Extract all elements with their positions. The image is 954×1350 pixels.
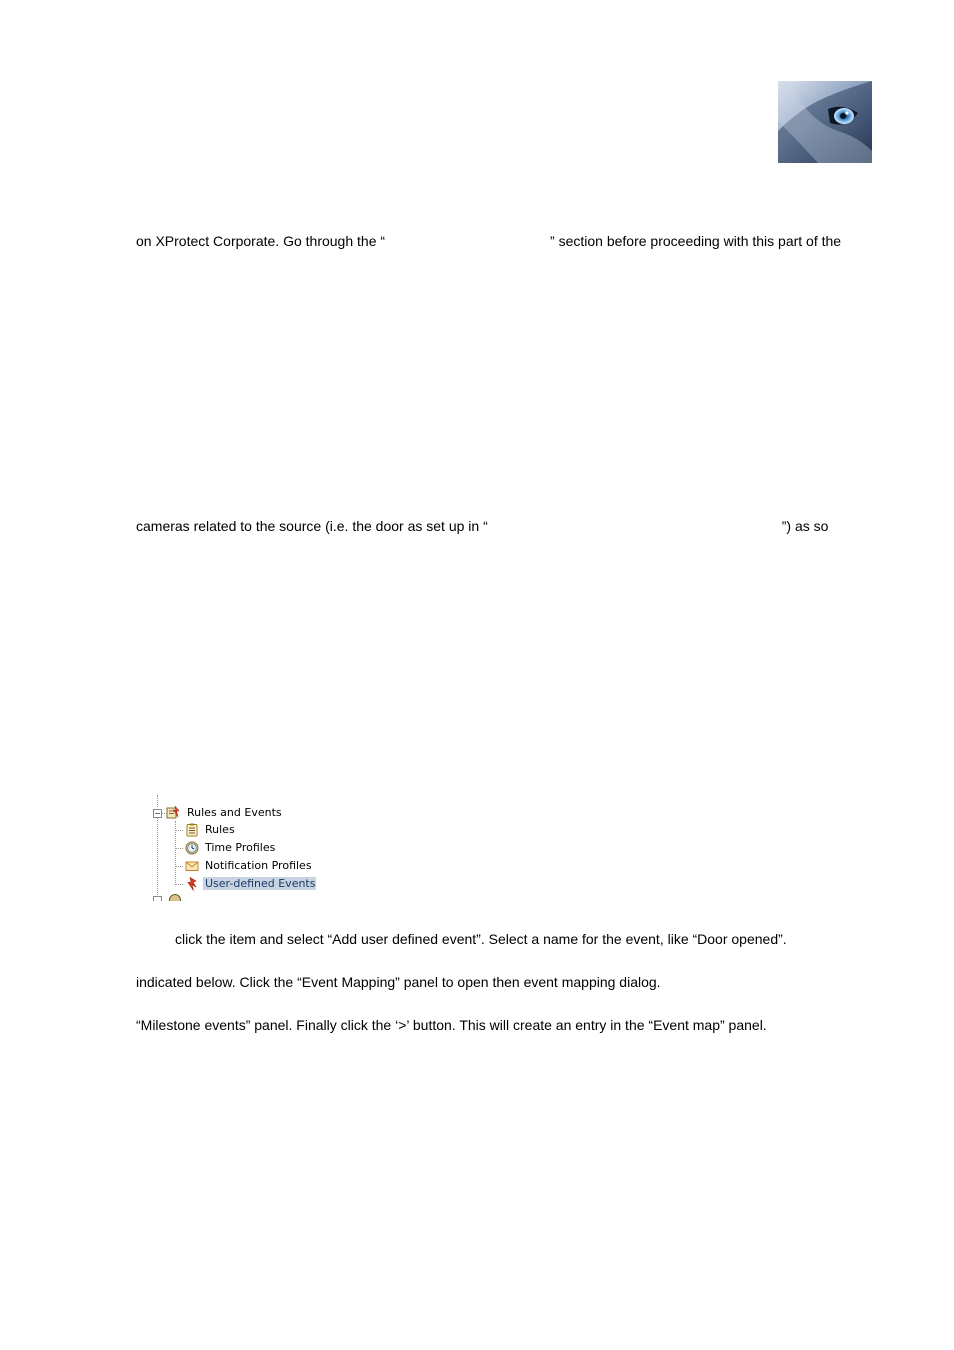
tree-item-label: Notification Profiles [205,859,312,872]
cameras-text-after: ”) as so [781,518,829,534]
intro-text-before: on XProtect Corporate. Go through the “ [136,233,386,249]
tree-item-rules-and-events[interactable] [185,805,284,821]
tree-item-user-defined-events[interactable] [203,876,316,892]
collapse-toggle[interactable]: − [154,809,161,818]
truncated-node-icon [168,893,182,901]
tree-item-rules[interactable] [203,822,237,838]
intro-paragraph [136,232,841,250]
tree-guide-top [157,795,158,807]
tree-item-label: Rules [205,823,235,836]
collapse-toggle-truncated[interactable] [153,896,162,901]
milestone-events-paragraph [136,1016,767,1034]
tree-item-label: Time Profiles [205,841,276,854]
tree-item-label: Rules and Events [187,806,282,819]
cameras-text-before: cameras related to the source (i.e. the door as set up in “ [136,518,488,534]
tree-item-time-profiles[interactable] [203,840,277,856]
tree-connector [175,830,183,831]
cameras-paragraph [136,517,828,535]
milestone-events-text: “Milestone events” panel. Finally click the ‘>’ button. This will create an entry in the “Event map” panel. [136,1017,767,1033]
management-tree [146,795,316,901]
tree-connector [175,884,183,885]
tree-connector [175,848,183,849]
tree-guide-left [157,817,158,901]
notification-profiles-icon [185,859,199,873]
user-defined-events-icon [185,877,199,891]
intro-text-after: ” section before proceeding with this part of the [550,233,842,249]
rules-and-events-icon [166,805,180,819]
time-profiles-icon [185,841,199,855]
wolf-eye-logo [778,81,872,163]
add-event-paragraph [175,930,787,948]
add-event-text: click the item and select “Add user defined event”. Select a name for the event, like “Door opened”. [175,931,787,947]
tree-connector [175,866,183,867]
tree-item-label-selected: User-defined Events [205,877,316,890]
event-mapping-text: indicated below. Click the “Event Mapping” panel to open then event mapping dialog. [136,974,661,990]
rules-icon [185,823,199,837]
event-mapping-paragraph [136,973,661,991]
tree-item-notification-profiles[interactable] [203,858,314,874]
wolf-eye-logo-icon [778,81,872,163]
